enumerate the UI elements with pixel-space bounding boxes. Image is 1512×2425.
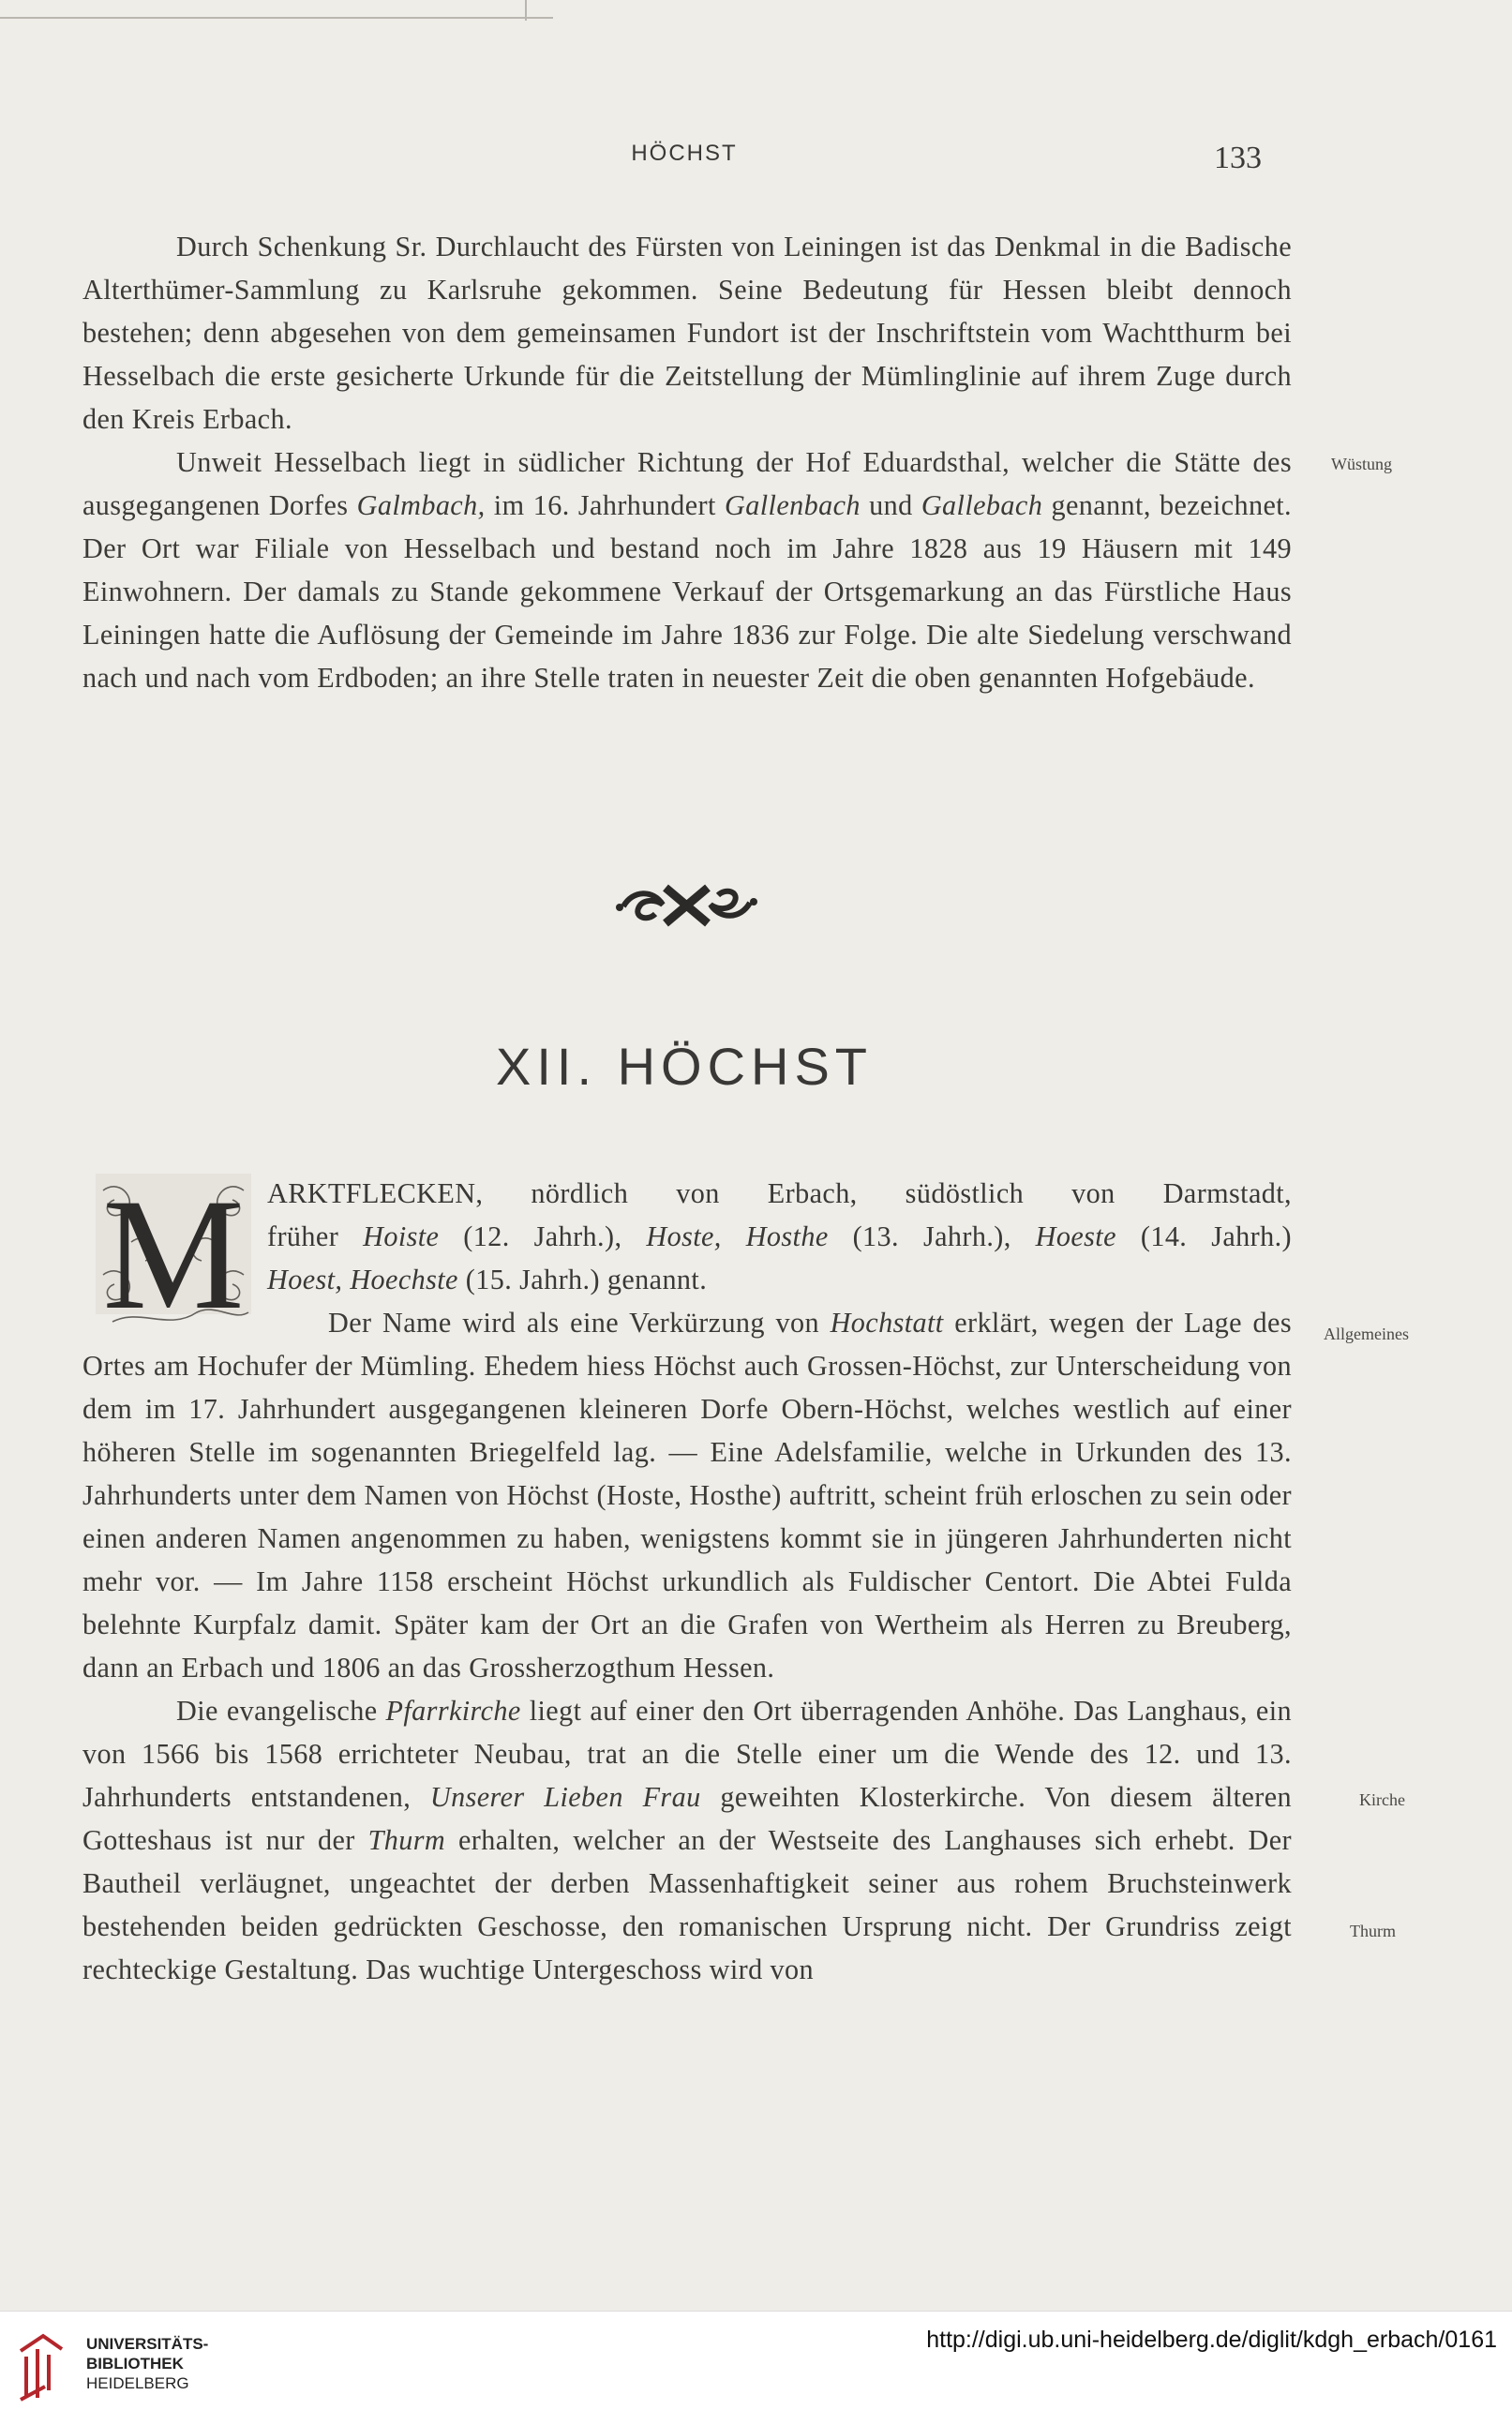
margin-note-wuestung: Wüstung [1331,455,1392,473]
section-text-2 [82,1301,1292,1991]
opening-line-1: ARKTFLECKEN, nördlich von Erbach, südöstlich von Darmstadt, [267,1177,1292,1209]
scan-edge-line [0,17,553,19]
library-logo-icon [17,2332,66,2403]
margin-note-kirche: Kirche [1359,1790,1405,1809]
paragraph: Der Name wird als eine Verkürzung von Hochstatt erklärt, wegen der Lage des Ortes am Hochufer der Mümling. Ehedem hiess Höchst auch Grossen-Höchst, zur Unterscheidung von dem im 17. Jahrhundert ausgegangenen kleineren Dorfe Obern-Höchst, welches westlich auf einer höheren Stelle im sogenannten Briegelfeld lag. — Eine Adelsfamilie, welche in Urkunden des 13. Jahrhunderts unter dem Namen von Höchst (Hoste, Hosthe) auftritt, scheint früh erloschen zu sein oder einen anderen Namen angenommen zu haben, wenigstens kommt sie in jüngeren Jahrhunderten nicht mehr vor. — Im Jahre 1158 erscheint Höchst urkundlich als Fuldischer Centort. Die Abtei Fulda belehnte Kurpfalz damit. Später kam der Ort an die Grafen von Wertheim als Herren zu Breuberg, dann an Erbach und 1806 an das Grossherzogthum Hessen. [82,1307,1292,1684]
chapter-opening-lines [267,1172,1292,1301]
paragraph: Unweit Hesselbach liegt in südlicher Richtung der Hof Eduardsthal, welcher die Stätte des ausgegangenen Dorfes Galmbach, im 16. Jahrhundert Gallenbach und Gallebach genannt, bezeichnet. Der Ort war Filiale von Hesselbach und bestand noch im Jahre 1828 aus 19 Häusern mit 149 Einwohnern. Der damals zu Stande gekommene Verkauf der Ortsgemarkung an das Fürstliche Haus Leiningen hatte die Auflösung der Gemeinde im Jahre 1836 zur Folge. Die alte Siedelung verschwand nach und nach vom Erdboden; an ihre Stelle traten in neuester Zeit die oben genannten Hofgebäude. [82,446,1293,694]
paragraph: Die evangelische Pfarrkirche liegt auf einer den Ort überragenden Anhöhe. Das Langhaus, ein von 1566 bis 1568 errichteter Neubau, trat an die Stelle einer um die Wende des 12. und 13. Jahrhunderts entstandenen, Unserer Lieben Frau geweihten Klosterkirche. Von diesem älteren Gotteshaus ist nur der Thurm erhalten, welcher an der Westseite des Langhauses sich erhebt. Der Bautheil verläugnet, ungeachtet der derben Massenhaftigkeit seiner aus rohem Bruchsteinwerk bestehenden beiden gedrückten Geschosse, den romanischen Ursprung nicht. Der Grundriss zeigt rechteckige Gestaltung. Das wuchtige Untergeschoss wird von [82,1695,1293,1985]
library-name: UNIVERSITÄTS- BIBLIOTHEK HEIDELBERG [86,2335,209,2392]
chapter-title: XII. HÖCHST [495,1037,874,1096]
paragraph: Durch Schenkung Sr. Durchlaucht des Fürsten von Leiningen ist das Denkmal in die Badische Alterthümer-Sammlung zu Karlsruhe gekommen. Seine Bedeutung für Hessen bleibt dennoch bestehen; denn abgesehen von dem gemeinsamen Fundort ist der Inschriftstein vom Wachtthurm bei Hesselbach die erste gesicherte Urkunde für die Zeitstellung der Mümlinglinie auf ihrem Zuge durch den Kreis Erbach. [82,231,1292,435]
opening-line-3: Hoest, Hoechste (15. Jahrh.) genannt. [267,1264,708,1295]
section-text-1 [82,225,1292,699]
running-title: HÖCHST [631,141,738,166]
scan-edge-mark [525,0,527,21]
margin-note-allgemeines: Allgemeines [1324,1325,1409,1343]
page-number: 133 [1214,141,1262,175]
permalink-url[interactable]: http://digi.ub.uni-heidelberg.de/diglit/kdgh_erbach/0161 [926,2327,1497,2353]
margin-note-thurm: Thurm [1350,1922,1396,1940]
opening-line-2: früher Hoiste (12. Jahrh.), Hoste, Hosthe (13. Jahrh.), Hoeste (14. Jahrh.) [267,1220,1293,1252]
fleuron-ornament [614,876,759,933]
initial-letter: M [102,1172,245,1331]
